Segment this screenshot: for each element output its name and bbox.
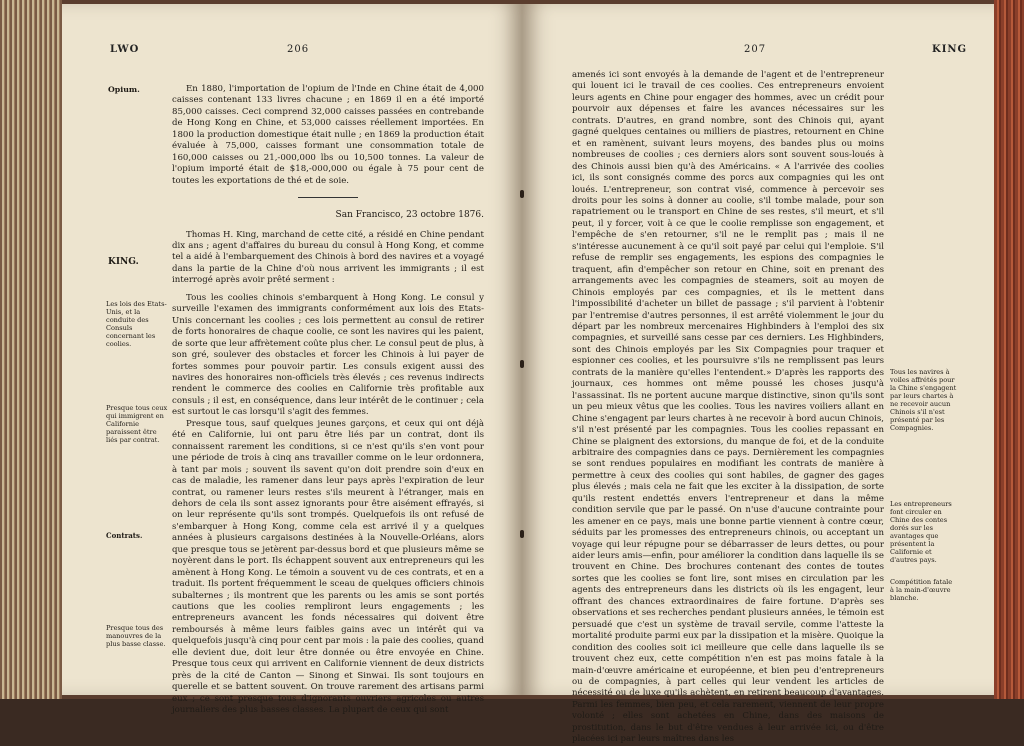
margin-note-manoeuvres: Presque tous des manouvres de la plus basse classe. bbox=[106, 624, 166, 648]
opium-paragraph: En 1880, l'importation de l'opium de l'Inde en Chine était de 4,000 caisses contenant 133 livres chacune ; en 1869 il en a été importé 85,000 caisses. Ceci comprend 32,000 caisses passées en contrebande de Hong Kong en Chine, et 53,000 caisses réellement importées. En 1800 la production domestique était nulle ; en 1869 la production était évaluée à 75,000, caisses formant une consommation totale de 160,000 caisses ou 21,-000,000 lbs ou 10,500 tonnes. La valeur de l'opium importé était de $18,-000,000 ou égale à 75 pour cent de toutes les exportations de thé et de soie. bbox=[172, 84, 484, 186]
page-edges-right bbox=[994, 0, 1024, 699]
margin-note-presque-tous: Presque tous ceux qui immigrent en Californie paraissent être liés par contrat. bbox=[106, 404, 168, 444]
binding-stitch bbox=[520, 360, 524, 368]
right-paragraph-1: amenés ici sont envoyés à la demande de l'agent et de l'entrepreneur qui louent ici le travail de ces coolies. Ces entrepreneurs envoient leurs agents en Chine pour engager des hommes, avec un crédit pour pourvoir aux dépenses et faire les avances nécessaires sur les contrats. D'autres, en grand nombre, sont des Chinois qui, ayant gagné quelques centaines ou milliers de piastres, retournent en Chine et en ramènent, suivant leurs moyens, des bandes plus ou moins nombreuses de coolies ; ces derniers alors sont souvent sous-loués à des Chinois aussi bien qu'à des Américains. « A l'arrivée des coolies ici, ils sont consignés comme des porcs aux compagnies qui les ont loués. L'entrepreneur, son contrat visé, commence à percevoir ses droits pour les soins à donner au coolie, s'il tombe malade, pour son rapatriement ou le transport en Chine de ses restes, s'il meurt, et s'il peut, il y forcer, voit à ce que le coolie remplisse son engagement, et l'empêche de s'en retourner, s'il ne le remplit pas ; mais il ne s'intéresse aucunement à ce qu'il soit payé par celui qui l'emploie. S'il refuse de remplir ses engagements, les espions des compagnies le traquent, afin d'empêcher son retour en Chine, soit en prenant des arrangements avec les compagnies de steamers, soit au moyen de Chinois employés par ces compagnies, et ils le mettent dans l'impossibilité d'acheter un billet de passage ; s'il parvient à l'obtenir par l'entremise d'autres personnes, il est arrêté violemment le jour du départ par les nombreux mercenaires Highbinders à l'emploi des six compagnies, et surveillé sans cesse par ces derniers. Les Highbinders, sont des Chinois employés par les Six Compagnies pour traquer et espionner ces coolies, et les poursuivre s'ils ne remplissent pas leurs contrats de la manière qu'elles l'entendent.» D'après les rapports des journaux, ces hommes ont même poussé les choses jusqu'à l'assassinat. Ils ne portent aucune marque distinctive, sinon qu'ils sont un peu mieux vêtus que les coolies. Tous les navires voiliers allant en Chine s'engagent par leurs chartes à ne recevoir à bord aucun Chinois, s'il n'est présenté par les compagnies. Tous les coolies repassant en Chine se plaignent des extorsions, du manque de foi, et de la conduite arbitraire des compagnies dans ce pays. Dernièrement les compagnies se sont rendues populaires en modifiant les contrats de manière à permettre à ceux des coolies qui sont habiles, de gagner des gages plus élevés ; mais cela ne fait que les exciter à la dissipation, de sorte qu'ils restent endettés envers l'entrepreneur et dans la même condition servile que par le passé. On n'use d'aucune contrainte pour les amener en ce pays, mais une bonne partie viennent à contre cœur, séduits par les promesses des entrepreneurs chinois, ou acceptant un voyage qui leur répugne pour se débarrasser de leurs dettes, ou pour aider leurs amis—enfin, pour améliorer la condition dans laquelle ils se trouvent en Chine. Des brochures contenant des contes de toutes sortes que les coolies se font lire, sont mises en circulation par les agents des entrepreneurs dans les districts où ils les engagent, leur offrant des chances extraordinaires de faire fortune. D'après ses observations et ses recherches pendant plusieurs années, le témoin est persuadé que c'est un système de travail servile, comme l'atteste la mortalité produite parmi eux par la dissipation et la misère. Quoique la condition des coolies soit ici meilleure que celle dans laquelle ils se trouvent chez eux, cette compétition n'en est pas moins fatale à la main-d'œuvre américaine et européenne, et bien peu d'entrepreneurs ou de compagnies, à part celles qui leur vendent les articles de nécessité ou de luxe qu'ils achètent, en retirent beaucoup d'avantages. Parmi les femmes, bien peu, et cela rarement, viennent de leur propre volonté ; elles sont achetées en Chine, dans des maisons de prostitution, dans le but d'être vendues à leur arrivée ici, ou d'être placées ici par leurs maîtres dans les bbox=[572, 70, 884, 745]
margin-note-entrepreneurs: Les entrepreneurs font circuler en Chine des contes dorés sur les avantages que présentent la Californie et d'autres pays. bbox=[890, 500, 952, 564]
running-head-right: KING bbox=[932, 44, 968, 55]
binding-stitch bbox=[520, 530, 524, 538]
margin-note-competition: Compétition fatale à la main-d'œuvre blanche. bbox=[890, 578, 953, 602]
right-page-text bbox=[572, 70, 884, 746]
page-number-right: 207 bbox=[744, 44, 767, 55]
margin-note-tous-navires: Tous les navires à voiles affrétés pour la Chine s'engagent par leurs chartes à ne recevoir aucun Chinois s'il n'est présenté par les Compagnies. bbox=[890, 368, 957, 432]
page-number-left: 206 bbox=[287, 44, 310, 55]
page-edges-left bbox=[0, 0, 62, 699]
margin-note-contrats: Contrats. bbox=[106, 531, 143, 540]
right-page bbox=[522, 4, 994, 745]
king-intro-paragraph: Thomas H. King, marchand de cette cité, a résidé en Chine pendant dix ans ; agent d'affaires du bureau du consul à Hong Kong, et comme tel a aidé à l'embarquement des Chinois à bord des navires et a voyagé dans la partie de la Chine d'où nous arrivent les immigrants ; il est interrogé après avoir prêté serment : bbox=[172, 229, 484, 286]
margin-note-king: KING. bbox=[108, 257, 139, 267]
running-head-left: LWO bbox=[110, 44, 140, 55]
dateline: San Francisco, 23 octobre 1876. bbox=[335, 210, 484, 221]
section-rule bbox=[298, 197, 358, 198]
left-page bbox=[62, 4, 522, 716]
margin-note-lois: Les lois des Etats-Unis, et la conduite des Consuls concernant les coolies. bbox=[106, 300, 167, 348]
left-page-text bbox=[172, 84, 484, 717]
left-paragraph-1: Tous les coolies chinois s'embarquent à Hong Kong. Le consul y surveille l'examen des immigrants conformément aux lois des Etats-Unis concernant les coolies ; ces lois permettent au consul de retirer de forts honoraires de chaque coolie, ce sont les navires qui les paient, de sorte que leur affrètement coûte plus cher. Le consul peut de plus, à son gré, soulever des obstacles et forcer les Chinois à lui payer de fortes sommes pour pouvoir partir. Les consuls exigent aussi des navires des honoraires non-officiels très élevés ; ces revenus indirects rendent le commerce des coolies en Californie très profitable aux consuls ; il est, en conséquence, dans leur intérêt de le continuer ; cela est surtout le cas lorsqu'il s'agit des femmes. bbox=[172, 292, 484, 418]
binding-stitch bbox=[520, 190, 524, 198]
margin-note-opium: Opium. bbox=[108, 85, 140, 94]
left-paragraph-2: Presque tous, sauf quelques jeunes garçons, et ceux qui ont déjà été en Californie, lui ont paru être liés par un contrat, dont ils connaissent rarement les conditions, si ce n'est qu'ils s'en vont pour une période de trois à cinq ans travailler comme on le leur ordonnera, à tant par mois ; souvent ils savent qu'on doit prendre soin d'eux en cas de maladie, les ramener dans leur pays après l'expiration de leur contrat, ou ramener leurs restes s'ils meurent à l'étranger, mais en dehors de cela ils sont assez ignorants pour être aisément effrayés, si on leur représente qu'ils sont trompés. Quelquefois ils ont refusé de s'embarquer à Hong Kong, comme cela est arrivé il y a quelques années à plusieurs cargaisons destinées à la Nouvelle-Orléans, alors que presque tous se jetèrent par-dessus bord et que plusieurs même se noyèrent dans le port. Ils échappent souvent aux entrepreneurs qui les amènent à Hong Kong. Le témoin a souvent vu de ces contrats, et en a traduit. Ils portent fréquemment le sceau de quelques officiers chinois subalternes ; ils montrent que les parents ou les amis se sont portés cautions que les coolies rempliront leurs engagements ; les entrepreneurs avancent les fonds nécessaires qui doivent être remboursés à même leurs faibles gains avec un intérêt qui va quelquefois jusqu'à cinq pour cent par mois : la paie des coolies, quand elle devient due, doit leur être donnée ou être envoyée en Chine. Presque tous ceux qui arrivent en Californie viennent de deux districts près de la cité de Canton — Sinong et Sinwai. Ils sont toujours en querelle et se battent souvent. On trouve rarement des artisans parmi eux ; ce sont presque tous d'ignorants ouvriers agricoles ou autres journaliers des plus basses classes. La plupart de ceux qui sont bbox=[172, 418, 484, 716]
